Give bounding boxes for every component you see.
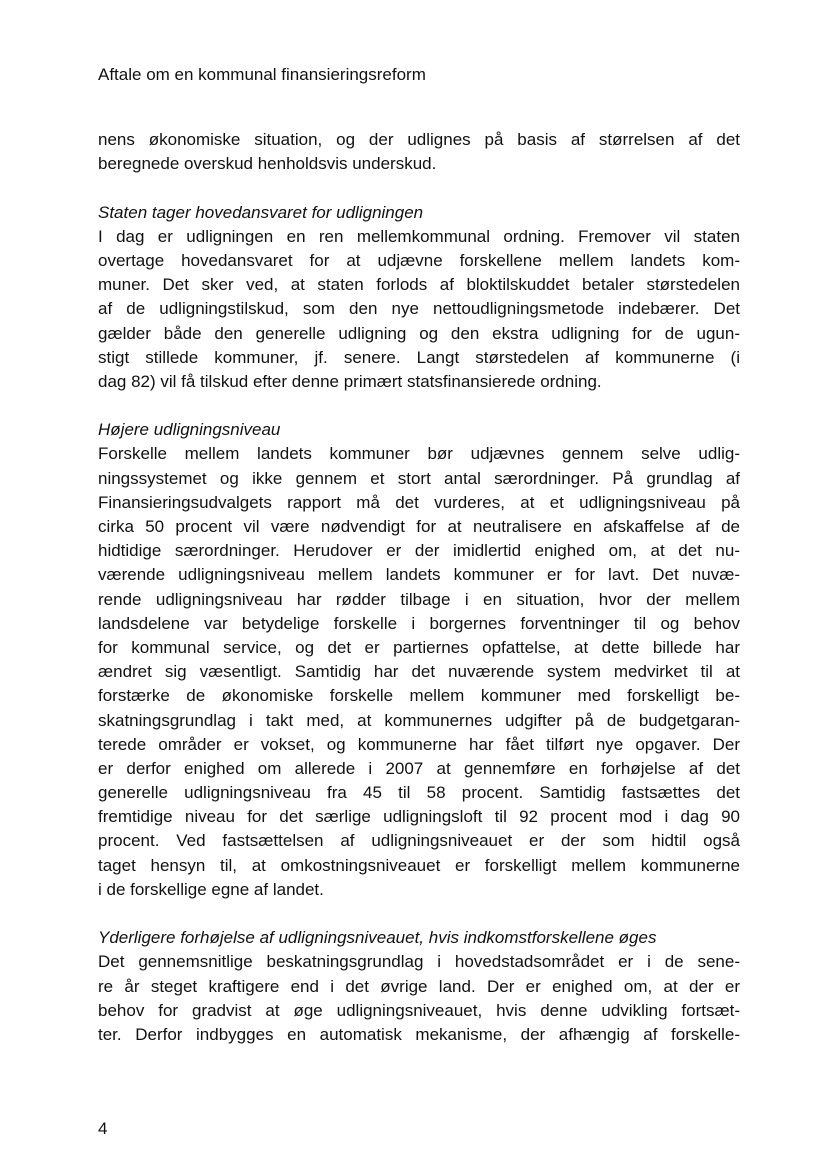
text-line: ændret sig væsentligt. Samtidig har det nuværende system medvirket til at — [98, 662, 740, 682]
text-line: procent. Ved fastsættelsen af udligningsniveauet er der som hidtil også — [98, 831, 740, 851]
section-heading: Højere udligningsniveau — [98, 420, 281, 440]
section — [98, 926, 740, 1047]
text-line: landsdelene var betydelige forskelle i borgernes forventninger til og behov — [98, 613, 740, 633]
text-line: fremtidige niveau for det særlige udligningsloft til 92 procent mod i dag 90 — [98, 807, 740, 827]
text-line: terede områder er vokset, og kommunerne har fået tilført nye opgaver. Der — [98, 734, 740, 754]
section-heading: Staten tager hovedansvaret for udligningen — [98, 202, 424, 222]
text-line: I dag er udligningen en ren mellemkommunal ordning. Fremover vil staten — [98, 226, 740, 246]
text-line: muner. Det sker ved, at staten forlods af bloktilskuddet betaler størstedelen — [98, 275, 740, 295]
section — [98, 201, 740, 395]
text-line: i de forskellige egne af landet. — [98, 879, 324, 899]
text-line: generelle udligningsniveau fra 45 til 58 procent. Samtidig fastsættes det — [98, 783, 740, 803]
section-heading: Yderligere forhøjelse af udligningsniveauet, hvis indkomstforskellene øges — [98, 928, 657, 948]
page-number: 4 — [98, 1119, 108, 1138]
text-line: for kommunal service, og det er partiernes opfattelse, at dette billede har — [98, 637, 740, 657]
text-line: behov for gradvist at øge udligningsniveauet, hvis denne udvikling fortsæt- — [98, 1000, 740, 1020]
text-line: hidtidige særordninger. Herudover er der imidlertid enighed om, at det nu- — [98, 541, 740, 561]
text-line: gælder både den generelle udligning og den ekstra udligning for de ugun- — [98, 323, 740, 343]
text-line: re år steget kraftigere end i det øvrige land. Der er enighed om, at der er — [98, 976, 740, 996]
text-line: nens økonomiske situation, og der udlignes på basis af størrelsen af det — [98, 130, 740, 149]
text-line: Forskelle mellem landets kommuner bør udjævnes gennem selve udlig- — [98, 444, 740, 464]
text-line: forstærke de økonomiske forskelle mellem kommuner med forskelligt be- — [98, 686, 740, 706]
text-line: cirka 50 procent vil være nødvendigt for at neutralisere en afskaffelse af de — [98, 517, 740, 536]
text-line: dag 82) vil få tilskud efter denne primært statsfinansierede ordning. — [98, 371, 602, 391]
section — [98, 418, 740, 902]
text-line: beregnede overskud henholdsvis underskud. — [98, 154, 437, 174]
text-line: overtage hovedansvaret for at udjævne forskellene mellem landets kom- — [98, 250, 740, 270]
text-line: Det gennemsnitlige beskatningsgrundlag i hovedstadsområdet er i de sene- — [98, 952, 740, 972]
text-line: Finansieringsudvalgets rapport må det vurderes, at et udligningsniveau på — [98, 492, 740, 512]
text-line: værende udligningsniveau mellem landets kommuner er for lavt. Det nuvæ- — [98, 565, 740, 585]
document-body — [98, 128, 740, 1071]
text-line: rende udligningsniveau har rødder tilbage i en situation, hvor der mellem — [98, 589, 740, 609]
running-header: Aftale om en kommunal finansieringsreform — [98, 65, 426, 84]
text-line: stigt stillede kommuner, jf. senere. Langt størstedelen af kommunerne (i — [98, 347, 740, 367]
text-line: skatningsgrundlag i takt med, at kommunernes udgifter på de budgetgaran- — [98, 710, 740, 730]
text-line: taget hensyn til, at omkostningsniveauet er forskelligt mellem kommunerne — [98, 855, 740, 875]
text-line: af de udligningstilskud, som den nye nettoudligningsmetode indebærer. Det — [98, 299, 740, 319]
text-line: ningssystemet og ikke gennem et stort antal særordninger. På grundlag af — [98, 468, 740, 488]
text-line: er derfor enighed om allerede i 2007 at gennemføre en forhøjelse af det — [98, 758, 740, 778]
section — [98, 128, 740, 176]
text-line: ter. Derfor indbygges en automatisk mekanisme, der afhængig af forskelle- — [98, 1024, 740, 1044]
